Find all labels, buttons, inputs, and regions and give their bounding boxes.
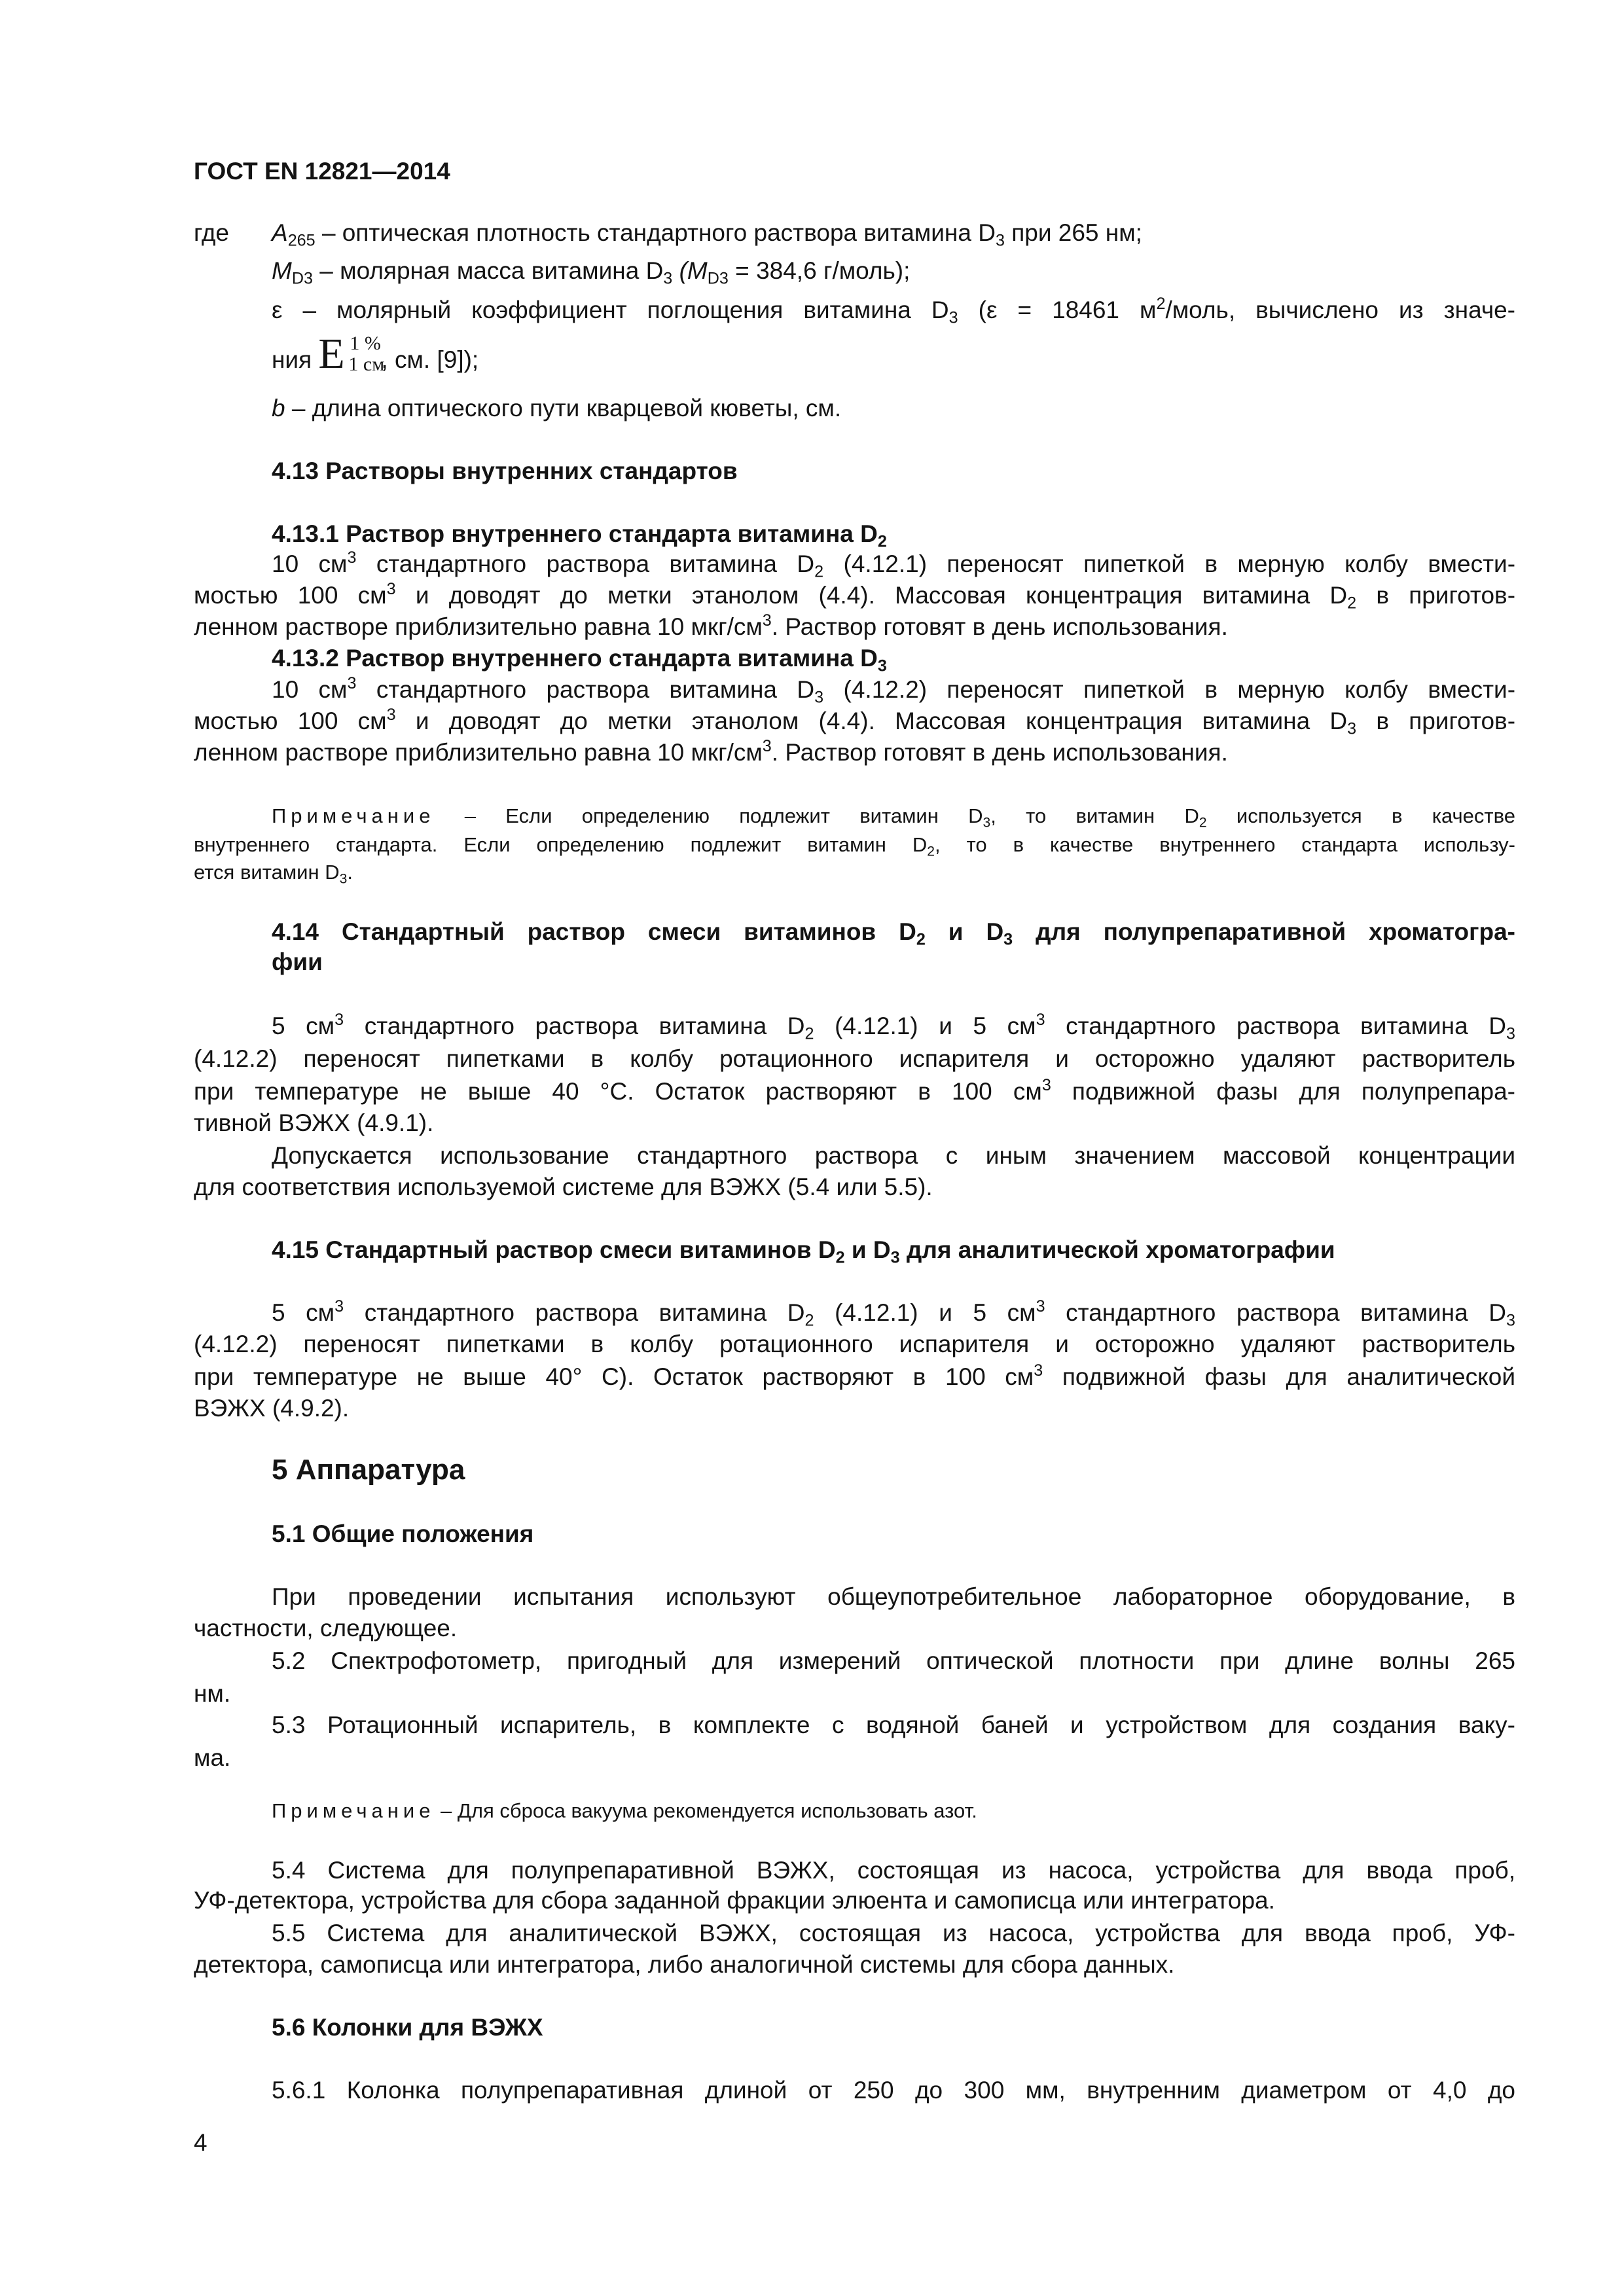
section-5-1-line2: частности, следующее. [194, 1615, 458, 1641]
def-md3: $M_{D3}$ – молярная масса витамина $D_3$ ($M_{D3} = 384,6$ г/моль); [272, 257, 911, 288]
section-5-5-line1: 5.5 Система для аналитической ВЭЖХ, состоящая из насоса, устройства для ввода проб, УФ- [272, 1920, 1515, 1946]
section-5-5-line2: детектора, самописца или интегратора, либо аналогичной системы для сбора данных. [194, 1951, 1175, 1978]
section-4-13-title: 4.13 Растворы внутренних стандартов [272, 457, 738, 484]
section-4-13-2-title: 4.13.2 Раствор внутреннего стандарта витамина $D_3$ [272, 645, 887, 675]
section-4-15-line3: при температуре не выше 40° С). Остаток растворяют в 100 $см^3$ подвижной фазы для аналитической [194, 1361, 1515, 1390]
def-b: b – длина оптического пути кварцевой кюветы, см. [272, 395, 842, 422]
where-intro: где [194, 219, 230, 246]
section-5-3-line2: ма. [194, 1744, 231, 1771]
section-4-14-title-line2: фии [272, 948, 323, 975]
note-5-3: Примечание – Для сброса вакуума рекомендуется использовать азот. [272, 1799, 977, 1822]
section-5-2-line1: 5.2 Спектрофотометр, пригодный для измерений оптической плотности при длине волны 265 [272, 1647, 1515, 1674]
section-4-15-title: 4.15 Стандартный раствор смеси витаминов $D_2$ и $D_3$ для аналитической хроматографии [272, 1236, 1335, 1267]
section-4-15-line2: (4.12.2) переносят пипетками в колбу ротационного испарителя и осторожно удаляют растворитель [194, 1331, 1515, 1357]
section-4-13-2-line3: ленном растворе приблизительно равна 10 мкг/$см^3$. Раствор готовят в день использования. [194, 737, 1228, 766]
section-5-title: 5 Аппаратура [272, 1454, 465, 1486]
section-5-1-title: 5.1 Общие положения [272, 1520, 534, 1547]
section-5-3-line1: 5.3 Ротационный испаритель, в комплекте с водяной баней и устройством для создания ваку- [272, 1712, 1515, 1738]
def-epsilon-line1: ε – молярный коэффициент поглощения витамина $D_3$ (ε = 18461 $м^2$/моль, вычислено из значе- [272, 295, 1516, 327]
section-5-2-line2: нм. [194, 1680, 231, 1707]
section-4-14-p1-line1: 5 $см^3$ стандартного раствора витамина $D_2$ (4.12.1) и 5 $см^3$ стандартного раствора витамина $D_3$ [272, 1011, 1515, 1043]
section-5-4-line2: УФ-детектора, устройства для сбора заданной фракции элюента и самописца или интегратора. [194, 1887, 1275, 1914]
section-4-14-p2-line2: для соответствия используемой системе для ВЭЖХ (5.4 или 5.5). [194, 1174, 933, 1200]
section-4-14-p2-line1: Допускается использование стандартного раствора с иным значением массовой концентрации [272, 1142, 1515, 1169]
section-4-13-2-line2: мостью 100 $см^3$ и доводят до метки этанолом (4.4). Массовая концентрация витамина $D_3$ в приготов- [194, 706, 1516, 738]
section-5-4-line1: 5.4 Система для полупрепаративной ВЭЖХ, состоящая из насоса, устройства для ввода проб, [272, 1857, 1515, 1884]
def-epsilon-line2: ния E 1 % 1 см , см. [9]); [272, 330, 479, 378]
section-4-14-title-line1: 4.14 Стандартный раствор смеси витаминов $D_2$ и $D_3$ для полупрепаративной хроматогра- [272, 918, 1515, 949]
page-number: 4 [194, 2129, 208, 2156]
specific-absorbance-formula: E 1 % 1 см [318, 330, 385, 378]
section-4-13-1-line2: мостью 100 $см^3$ и доводят до метки этанолом (4.4). Массовая концентрация витамина $D_2$ в приготов- [194, 580, 1516, 613]
section-4-14-p1-line2: (4.12.2) переносят пипетками в колбу ротационного испарителя и осторожно удаляют растворитель [194, 1045, 1515, 1072]
document-header: ГОСТ EN 12821—2014 [194, 158, 450, 185]
section-4-13-1-line1: 10 $см^3$ стандартного раствора витамина $D_2$ (4.12.1) переносят пипеткой в мерную колбу вмести- [272, 548, 1516, 581]
note-4-13-line3: ется витамин $D_3$. [194, 861, 353, 887]
section-4-13-2-line1: 10 $см^3$ стандартного раствора витамина $D_3$ (4.12.2) переносят пипеткой в мерную колбу вмести- [272, 674, 1516, 707]
section-5-6-title: 5.6 Колонки для ВЭЖХ [272, 2014, 543, 2041]
section-4-13-1-title: 4.13.1 Раствор внутреннего стандарта витамина $D_2$ [272, 520, 887, 551]
section-4-14-p1-line3: при температуре не выше 40 °С. Остаток растворяют в 100 $см^3$ подвижной фазы для полупрепара- [194, 1076, 1516, 1105]
section-4-15-line1: 5 $см^3$ стандартного раствора витамина $D_2$ (4.12.1) и 5 $см^3$ стандартного раствора витамина $D_3$ [272, 1297, 1515, 1330]
note-4-13-line1: Примечание – Если определению подлежит витамин $D_3$, то витамин $D_2$ используется в качестве [272, 804, 1515, 831]
section-5-6-1-line1: 5.6.1 Колонка полупрепаративная длиной от 250 до 300 мм, внутренним диаметром от 4,0 до [272, 2077, 1515, 2104]
section-5-1-line1: При проведении испытания используют общеупотребительное лабораторное оборудование, в [272, 1583, 1515, 1610]
def-a265: $A_{265}$ – оптическая плотность стандартного раствора витамина $D_3$ при 265 нм; [272, 219, 1142, 250]
section-4-13-1-line3: ленном растворе приблизительно равна 10 мкг/$см^3$. Раствор готовят в день использования. [194, 611, 1228, 640]
section-4-15-line4: ВЭЖХ (4.9.2). [194, 1395, 350, 1422]
section-4-14-p1-line4: тивной ВЭЖХ (4.9.1). [194, 1109, 434, 1136]
note-4-13-line2: внутреннего стандарта. Если определению подлежит витамин $D_2$, то в качестве внутреннего стандарта использу- [194, 833, 1516, 859]
